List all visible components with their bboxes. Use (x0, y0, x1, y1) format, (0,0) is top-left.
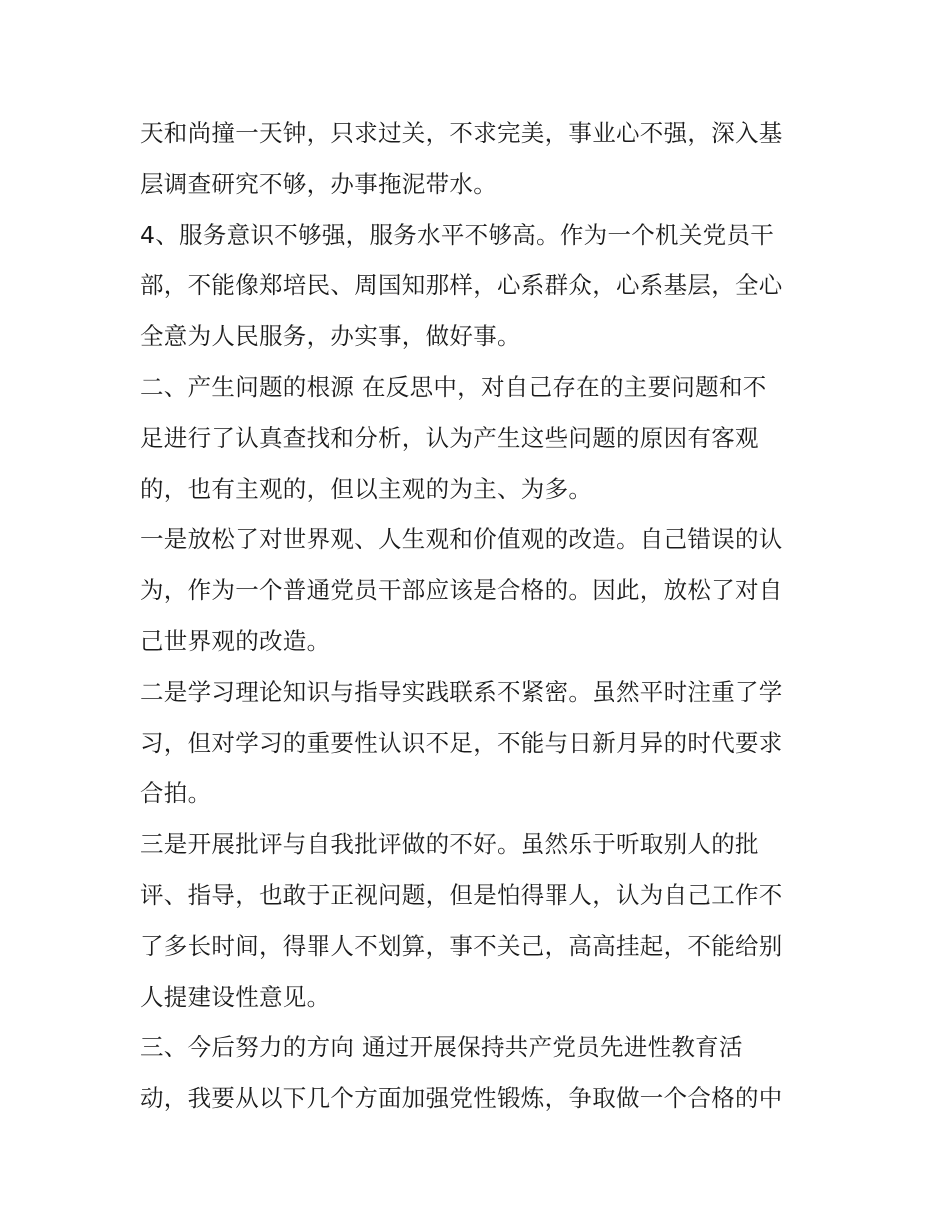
text-line: 一是放松了对世界观、人生观和价值观的改造。自己错误的认 (140, 525, 783, 554)
text-line: 人提建设性意见。 (140, 982, 331, 1011)
text-line: 的，也有主观的，但以主观的为主、为多。 (140, 474, 593, 503)
text-line: 己世界观的改造。 (140, 626, 331, 655)
document-body (140, 108, 820, 1124)
text-line: 全意为人民服务，办实事，做好事。 (140, 322, 521, 351)
text-line: 二是学习理论知识与指导实践联系不紧密。虽然平时注重了学 (140, 677, 783, 706)
text-line: 评、指导，也敢于正视问题，但是怕得罪人，认为自己工作不 (140, 880, 783, 909)
text-line: 为，作为一个普通党员干部应该是合格的。因此，放松了对自 (140, 576, 783, 605)
text-line: 4、服务意识不够强，服务水平不够高。作为一个机关党员干 (140, 220, 775, 249)
text-line: 二、产生问题的根源 在反思中，对自己存在的主要问题和不 (140, 372, 767, 401)
text-line: 天和尚撞一天钟，只求过关，不求完美，事业心不强，深入基 (140, 119, 783, 147)
text-line: 三、今后努力的方向 通过开展保持共产党员先进性教育活 (140, 1033, 743, 1062)
text-line: 部，不能像郑培民、周国知那样，心系群众，心系基层，全心 (140, 271, 783, 300)
text-line: 足进行了认真查找和分析，认为产生这些问题的原因有客观 (140, 423, 759, 452)
text-line: 合拍。 (140, 779, 212, 808)
text-line: 习，但对学习的重要性认识不足，不能与日新月异的时代要求 (140, 728, 783, 757)
text-line: 了多长时间，得罪人不划算，事不关己，高高挂起，不能给别 (140, 931, 783, 960)
text-line: 层调查研究不够，办事拖泥带水。 (140, 169, 497, 198)
text-line: 动，我要从以下几个方面加强党性锻炼，争取做一个合格的中 (140, 1084, 783, 1113)
text-line: 三是开展批评与自我批评做的不好。虽然乐于听取别人的批 (140, 830, 759, 859)
